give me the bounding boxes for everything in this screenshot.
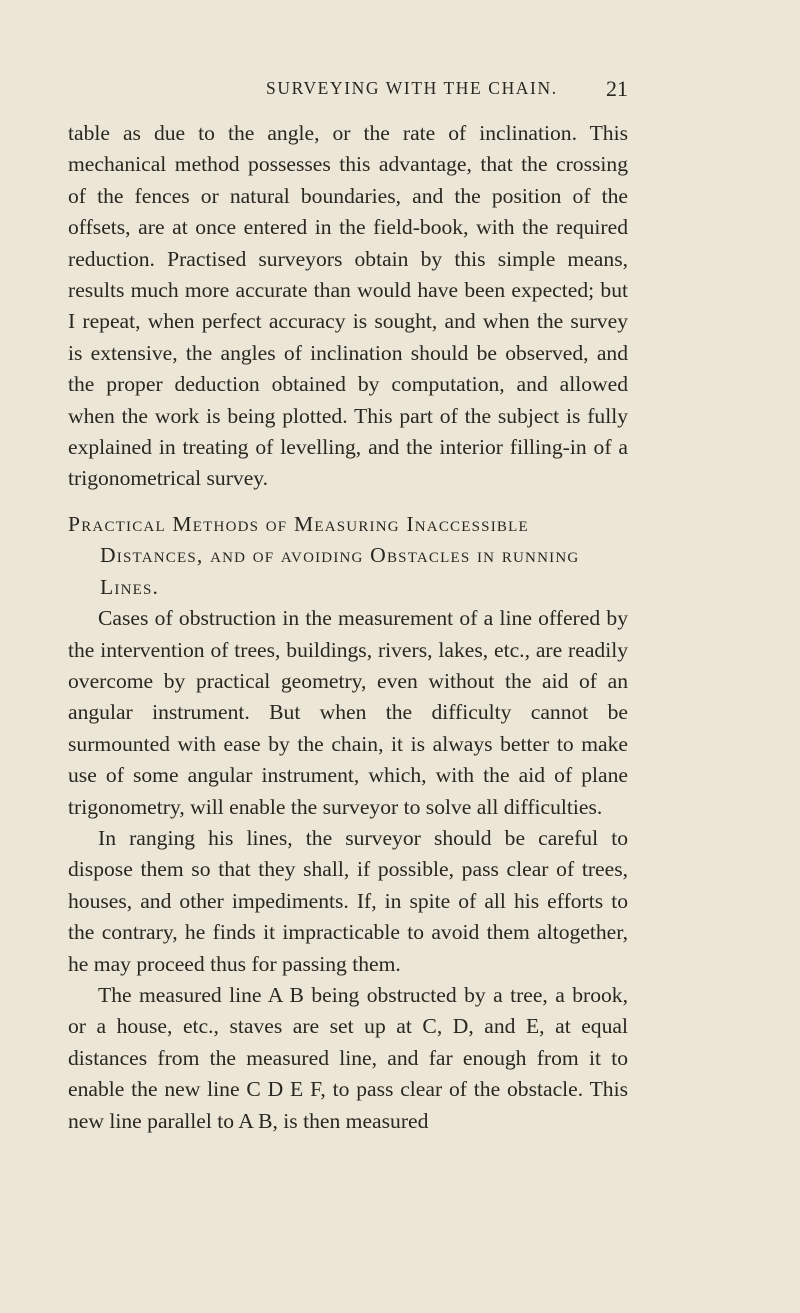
paragraph-continued: table as due to the angle, or the rate of inclination. This mechanical method possesses this advantage, that the crossing of the fences or natural boundaries, and the position of the offsets, are at once entered in the field-book, with the required reduction. Practised surveyors obtain by this simple means, results much more accurate than would have been expected; but I repeat, when perfect accuracy is sought, and when the survey is extensive, the angles of inclination should be observed, and the proper deduction obtained by computation, and allowed when the work is being plotted. This part of the subject is fully explained in treating of levelling, and the interior filling-in of a trigonometrical survey. xyxy=(68,121,628,491)
paragraph: In ranging his lines, the surveyor should be careful to dispose them so that they shall, if possible, pass clear of trees, houses, and other impediments. If, in spite of all his efforts to the contrary, he finds it impracticable to avoid them altogether, he may proceed thus for passing them. xyxy=(68,825,628,976)
running-head xyxy=(66,78,626,106)
paragraph: The measured line A B being obstructed by a tree, a brook, or a house, etc., staves are set up at C, D, and E, at equal distances from the measured line, and far enough from it to enable the new line C D E F, to pass clear of the obstacle. This new line parallel to A B, is then measured xyxy=(68,982,628,1133)
body-text xyxy=(68,118,628,1137)
page-number: 21 xyxy=(606,76,628,101)
section-heading: Practical Methods of Measuring Inaccessible Distances, and of avoiding Obstacles in running Lines. xyxy=(68,511,580,599)
paragraph: Cases of obstruction in the measurement of a line offered by the intervention of trees, buildings, rivers, lakes, etc., are readily overcome by practical geometry, even without the aid of an angular instrument. But when the difficulty cannot be surmounted with ease by the chain, it is always better to make use of some angular instrument, which, with the aid of plane trigonometry, will enable the surveyor to solve all difficulties. xyxy=(68,606,628,819)
running-title: SURVEYING WITH THE CHAIN. xyxy=(266,78,558,98)
